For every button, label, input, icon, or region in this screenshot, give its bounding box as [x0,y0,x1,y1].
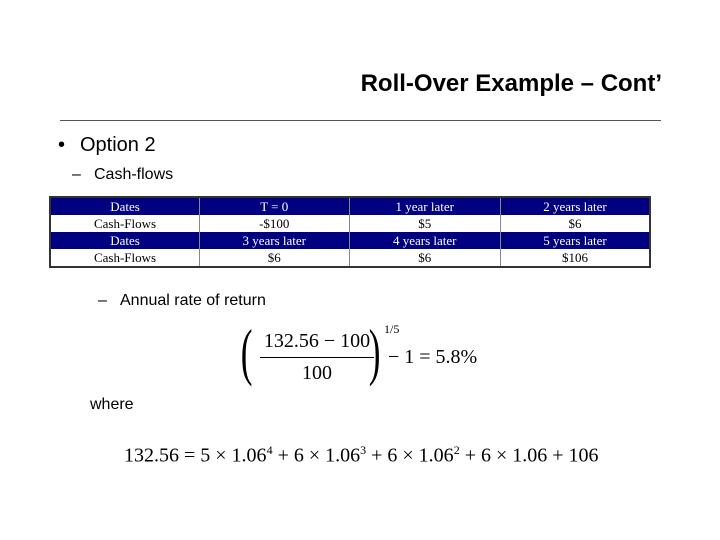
formula-term-1: 5 × 1.06 [200,444,267,467]
formula-term-4: + 6 × 1.06 + 106 [459,444,599,467]
table-cell: $5 [349,215,500,232]
table-cell: T = 0 [200,197,350,215]
table-cell: -$100 [200,215,350,232]
sub-bullet-cashflows [72,166,173,184]
table-row [50,249,650,267]
table-cell: Cash-Flows [50,249,200,267]
formula-numerator: 132.56 − 100 [263,330,371,352]
right-paren-icon: ) [368,316,381,387]
bullet-dot-icon: • [58,134,66,156]
table-header-row [50,232,650,249]
formula-exp-1: 4 [266,443,273,457]
formula-denominator: 100 [302,362,332,384]
table-header-row [50,197,650,215]
where-label: where [90,396,134,413]
table-cell: 2 years later [500,197,650,215]
formula-exponent: 1/5 [384,322,400,336]
table-cell: 4 years later [349,232,500,249]
table-cell: $106 [500,249,650,267]
dash-icon: – [98,292,107,309]
sub-bullet-annual-rate [98,292,266,310]
cashflow-table [49,196,651,268]
table-row [50,215,650,232]
fraction-bar [260,357,374,358]
formula-term-2: + 6 × 1.06 [272,444,361,467]
sub-bullet-text: Annual rate of return [120,292,266,309]
formula-exp-3: 2 [453,443,460,457]
table-cell: Dates [50,197,200,215]
table-cell: Cash-Flows [50,215,200,232]
table-cell: Dates [50,232,200,249]
dash-icon: – [72,166,81,183]
table-cell: 3 years later [200,232,350,249]
formula-expansion [124,443,599,468]
sub-bullet-text: Cash-flows [94,166,174,183]
formula-exp-2: 3 [360,443,367,457]
formula-lhs: 132.56 = [124,444,196,467]
table-cell: $6 [200,249,350,267]
table-cell: 5 years later [500,232,650,249]
title-divider [60,120,661,121]
bullet-text: Option 2 [80,134,156,156]
formula-term-3: + 6 × 1.06 [366,444,454,467]
bullet-option [58,134,156,157]
table-cell: 1 year later [349,197,500,215]
table-cell: $6 [349,249,500,267]
left-paren-icon: ( [240,316,253,387]
slide-title: Roll-Over Example – Cont’ [360,70,662,97]
table-cell: $6 [500,215,650,232]
formula-result: − 1 = 5.8% [388,346,478,368]
